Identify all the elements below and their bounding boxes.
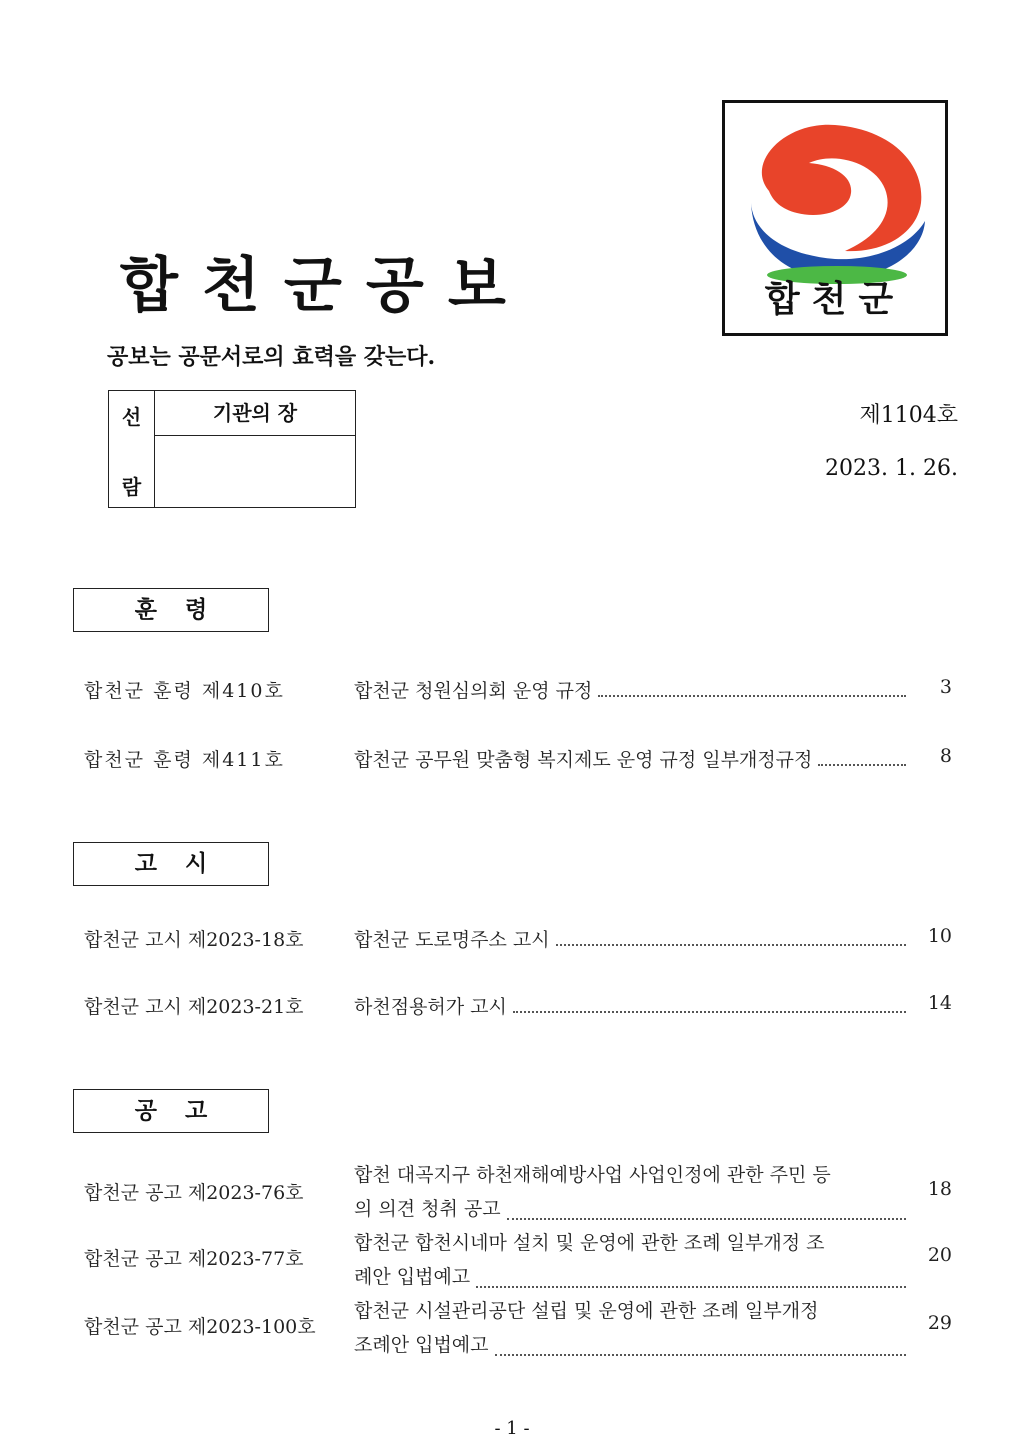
toc-entry[interactable]: [84, 1294, 960, 1362]
section-heading-gonggo: 공고: [73, 1089, 269, 1133]
leader-dots: [556, 944, 906, 946]
entry-title: 합천군 도로명주소 고시: [354, 929, 550, 951]
entry-page: 10: [927, 925, 952, 947]
entry-page: 18: [927, 1178, 952, 1200]
page-title: 합천군공보: [120, 251, 530, 321]
leader-dots: [818, 764, 906, 766]
leader-dots: [476, 1286, 906, 1288]
leader-dots: [495, 1354, 906, 1356]
issue-number: 제1104호: [859, 403, 958, 428]
circulation-label-bottom: 람: [121, 475, 142, 499]
entry-title-line2: 의 의견 청취 공고: [354, 1198, 501, 1220]
entry-title: 합천군 청원심의회 운영 규정: [354, 680, 593, 702]
entry-ref: 합천군 고시 제2023-18호: [84, 929, 304, 951]
toc-entry[interactable]: [84, 992, 960, 1022]
entry-ref: 합천군 공고 제2023-100호: [84, 1316, 316, 1338]
circulation-box: [108, 390, 356, 508]
entry-title: 합천군 공무원 맞춤형 복지제도 운영 규정 일부개정규정: [354, 749, 813, 771]
entry-page: 29: [927, 1312, 952, 1334]
county-logo: [722, 100, 948, 336]
entry-ref: 합천군 공고 제2023-76호: [84, 1182, 304, 1204]
leader-dots: [598, 695, 906, 697]
leader-dots: [507, 1218, 906, 1220]
leader-dots: [513, 1011, 906, 1013]
toc-entry[interactable]: [84, 1226, 960, 1294]
toc-entry[interactable]: [84, 925, 960, 955]
entry-page: 3: [939, 676, 952, 698]
logo-text: 합천군: [764, 279, 906, 320]
subtitle: 공보는 공문서로의 효력을 갖는다.: [107, 344, 436, 370]
entry-title-line1: 합천군 시설관리공단 설립 및 운영에 관한 조례 일부개정: [354, 1300, 819, 1322]
entry-page: 8: [939, 745, 952, 767]
toc-entry[interactable]: [84, 745, 960, 775]
entry-ref: 합천군 훈령 제410호: [84, 680, 285, 702]
section-heading-hunryeong: 훈령: [73, 588, 269, 632]
entry-title: 하천점용허가 고시: [354, 996, 507, 1018]
issue-date: 2023. 1. 26.: [825, 456, 958, 481]
circulation-header: 기관의 장: [155, 391, 355, 436]
entry-title-line1: 합천 대곡지구 하천재해예방사업 사업인정에 관한 주민 등: [354, 1164, 831, 1186]
entry-page: 20: [927, 1244, 952, 1266]
circulation-label-top: 선: [121, 405, 142, 429]
entry-title-line2: 례안 입법예고: [354, 1266, 471, 1288]
entry-page: 14: [927, 992, 952, 1014]
entry-ref: 합천군 고시 제2023-21호: [84, 996, 304, 1018]
toc-entry[interactable]: [84, 676, 960, 706]
entry-ref: 합천군 훈령 제411호: [84, 749, 285, 771]
section-heading-gosi: 고시: [73, 842, 269, 886]
entry-ref: 합천군 공고 제2023-77호: [84, 1248, 304, 1270]
toc-entry[interactable]: [84, 1158, 960, 1226]
page-number: - 1 -: [494, 1418, 530, 1439]
entry-title-line2: 조례안 입법예고: [354, 1334, 489, 1356]
logo-red-swirl: [762, 125, 921, 251]
entry-title-line1: 합천군 합천시네마 설치 및 운영에 관한 조례 일부개정 조: [354, 1232, 825, 1254]
